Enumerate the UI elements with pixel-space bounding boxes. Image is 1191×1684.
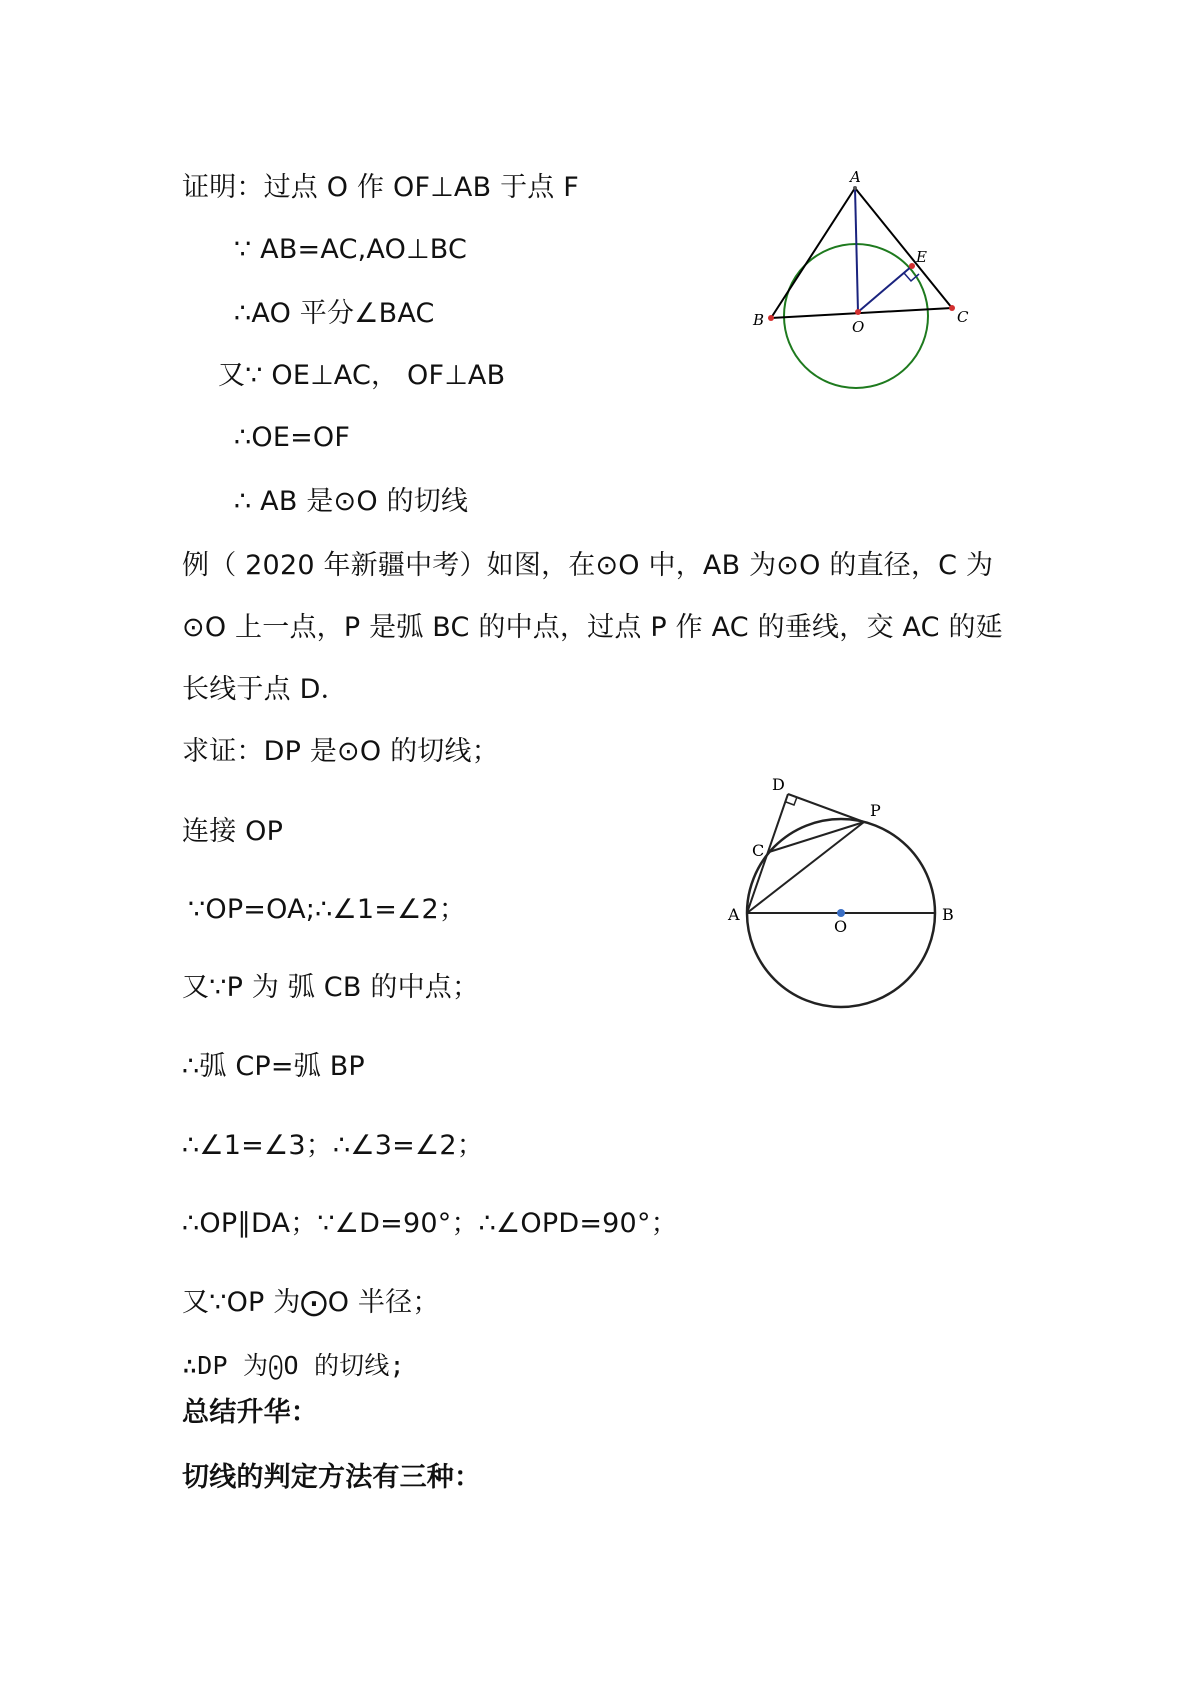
side-ab: [771, 188, 855, 318]
proof2-line-2: ∵OP=OA;∴∠1=∠2；: [188, 894, 467, 925]
point-o: [855, 309, 861, 315]
point-a: [853, 186, 857, 190]
label-e: E: [916, 248, 927, 266]
label-d2: D: [772, 775, 785, 794]
label-c2: C: [752, 841, 765, 860]
label-b: B: [753, 311, 765, 329]
proof1-line-1: 证明：过点 O 作 OF⊥AB 于点 F: [182, 172, 579, 203]
proof1-line-3: ∴AO 平分∠BAC: [234, 298, 435, 329]
proof1-line-6: ∴ AB 是⊙O 的切线: [234, 486, 469, 517]
summary-subtitle: 切线的判定方法有三种：: [182, 1462, 482, 1493]
proof2-line-7: 又∵OP 为⨀O 半径；: [182, 1287, 440, 1318]
summary-title: 总结升华：: [182, 1397, 318, 1428]
example-line-1: 例（ 2020 年新疆中考）如图，在⊙O 中，AB 为⊙O 的直径，C 为: [182, 550, 994, 581]
label-o2: O: [834, 917, 848, 936]
proof2-line-8: ∴DP 为⨀O 的切线;: [182, 1351, 405, 1380]
segment-oe: [858, 266, 912, 312]
label-a: A: [850, 170, 861, 186]
proof2-line-3: 又∵P 为 弧 CB 的中点；: [182, 972, 480, 1003]
label-b2: B: [942, 905, 954, 924]
side-ac: [855, 188, 952, 308]
label-o: O: [852, 318, 865, 336]
example-question: 求证：DP 是⊙O 的切线；: [182, 736, 499, 767]
proof2-line-5: ∴∠1=∠3；∴∠3=∠2；: [182, 1130, 484, 1161]
segment-ao: [855, 188, 858, 312]
proof2-line-6: ∴OP∥DA；∵∠D=90°；∴∠OPD=90°；: [182, 1208, 678, 1239]
point-e: [909, 263, 915, 269]
segment-ap: [747, 822, 864, 913]
label-c: C: [957, 308, 969, 326]
proof1-line-2: ∵ AB=AC,AO⊥BC: [234, 234, 468, 265]
proof2-line-1: 连接 OP: [182, 816, 284, 847]
figure-triangle-circle: [740, 170, 980, 390]
right-angle-mark-d: [786, 797, 797, 805]
proof2-line-4: ∴弧 CP=弧 BP: [182, 1051, 365, 1082]
segment-dp: [788, 794, 864, 822]
example-line-3: 长线于点 D．: [182, 674, 348, 705]
label-p2: P: [870, 801, 881, 820]
example-line-2: ⊙O 上一点，P 是弧 BC 的中点，过点 P 作 AC 的垂线，交 AC 的延: [182, 612, 1003, 643]
label-a2: A: [728, 905, 740, 924]
segment-cp: [769, 822, 864, 852]
center-o2: [837, 909, 845, 917]
proof1-line-5: ∴OE=OF: [234, 422, 351, 453]
proof1-line-4: 又∵ OE⊥AC， OF⊥AB: [218, 360, 506, 391]
point-c: [949, 305, 955, 311]
point-b: [768, 315, 774, 321]
figure-circle-tangent: [720, 770, 960, 1020]
